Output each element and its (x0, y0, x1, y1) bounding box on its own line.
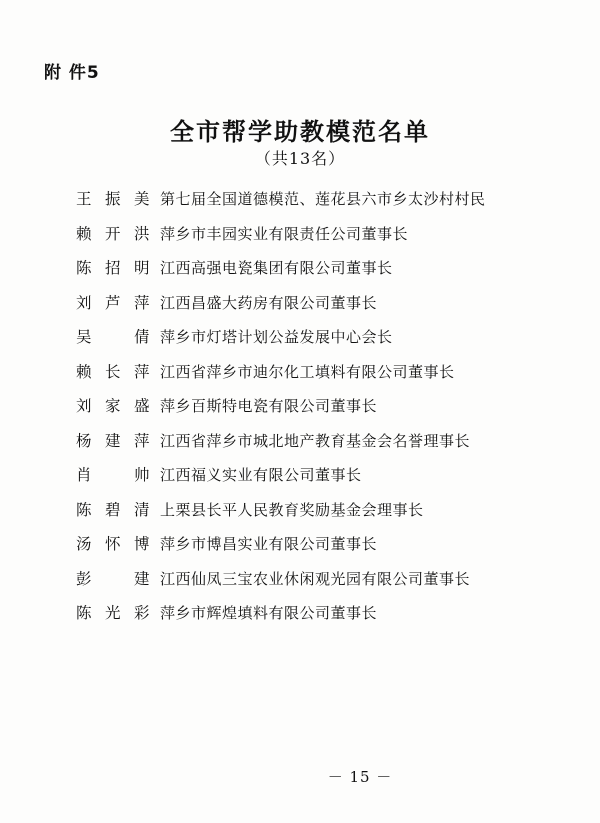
attachment-label: 附 件5 (44, 63, 100, 83)
honoree-description: 上栗县长平人民教育奖励基金会理事长 (160, 500, 424, 519)
honoree-description: 江西省萍乡市迪尔化工填料有限公司董事长 (160, 362, 455, 381)
honoree-description: 江西高强电瓷集团有限公司董事长 (160, 259, 393, 277)
list-item (76, 463, 556, 498)
list-item (76, 187, 556, 222)
list-item (76, 601, 556, 636)
honoree-description: 萍乡市辉煌填料有限公司董事长 (160, 604, 378, 622)
list-item (76, 498, 556, 533)
honoree-description: 萍乡市灯塔计划公益发展中心会长 (160, 328, 393, 346)
list-item (76, 567, 556, 602)
document-title: 全市帮学助教模范名单 (170, 117, 430, 146)
honoree-name: 王振美 (76, 190, 150, 208)
list-item (76, 256, 556, 291)
honoree-description: 江西福义实业有限公司董事长 (160, 466, 362, 484)
honoree-description: 第七届全国道德模范、莲花县六市乡太沙村村民 (160, 190, 486, 208)
honoree-description: 江西仙凤三宝农业休闲观光园有限公司董事长 (160, 569, 471, 588)
list-item (76, 360, 556, 395)
list-item (76, 532, 556, 567)
honoree-name: 刘家盛 (76, 397, 150, 415)
honoree-name: 赖长萍 (76, 362, 150, 381)
honoree-name: 肖 帅 (76, 466, 150, 484)
honoree-description: 萍乡市丰园实业有限责任公司董事长 (160, 224, 409, 243)
honoree-description: 萍乡市博昌实业有限公司董事长 (160, 535, 378, 553)
page-number: － 15 － (327, 768, 393, 786)
document-subtitle: （共13名） (254, 149, 346, 168)
honoree-description: 萍乡百斯特电瓷有限公司董事长 (160, 397, 378, 415)
honoree-name: 彭 建 (76, 569, 150, 588)
honoree-name: 赖开洪 (76, 224, 150, 243)
honoree-name: 汤怀博 (76, 535, 150, 553)
honoree-description: 江西昌盛大药房有限公司董事长 (160, 293, 378, 312)
list-item (76, 394, 556, 429)
list-item (76, 325, 556, 360)
honoree-name: 吴 倩 (76, 328, 150, 346)
list-item (76, 429, 556, 464)
list-item (76, 291, 556, 326)
honoree-name: 陈光彩 (76, 604, 150, 622)
list-item (76, 222, 556, 257)
honoree-name: 陈碧清 (76, 500, 150, 519)
honoree-name: 杨建萍 (76, 431, 150, 450)
honoree-name: 刘芦萍 (76, 293, 150, 312)
honoree-name: 陈招明 (76, 259, 150, 277)
honoree-list (76, 187, 556, 636)
honoree-description: 江西省萍乡市城北地产教育基金会名誉理事长 (160, 431, 471, 450)
